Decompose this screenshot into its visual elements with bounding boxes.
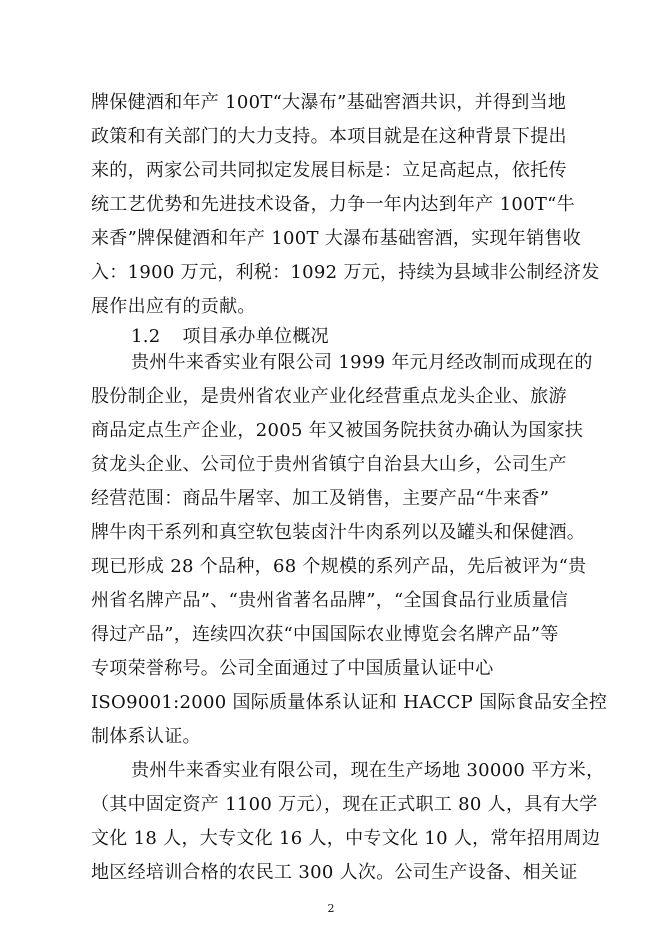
paragraph-1-line-5: 来香”牌保健酒和年产 100T 大瀑布基础窖酒，实现年销售收: [91, 228, 582, 249]
paragraph-3-line-4: 地区经培训合格的农民工 300 人次。公司生产设备、相关证: [91, 862, 578, 883]
paragraph-2-line-4: 贫龙头企业、公司位于贵州省镇宁自治县大山乡，公司生产: [91, 454, 567, 475]
paragraph-2-line-8: 州省名牌产品”、“贵州省著名品牌”，“全国食品行业质量信: [91, 590, 569, 611]
paragraph-3-line-1: 贵州牛来香实业有限公司，现在生产场地 30000 平方米，: [131, 760, 605, 781]
paragraph-1-line-6: 入：1900 万元，利税：1092 万元，持续为县域非公制经济发: [91, 262, 600, 283]
paragraph-3-line-3: 文化 18 人，大专文化 16 人，中专文化 10 人，常年招用周边: [91, 828, 601, 849]
paragraph-1-line-3: 来的，两家公司共同拟定发展目标是：立足高起点，依托传: [91, 160, 567, 181]
paragraph-2-line-10: 专项荣誉称号。公司全面通过了中国质量认证中心: [91, 658, 494, 679]
section-title: 项目承办单位概况: [182, 326, 329, 347]
paragraph-2-line-12: 制体系认证。: [91, 726, 201, 747]
paragraph-2-line-2: 股份制企业，是贵州省农业产业化经营重点龙头企业、旅游: [91, 386, 567, 407]
paragraph-2-line-9: 得过产品”，连续四次获“中国国际农业博览会名牌产品”等: [91, 624, 559, 645]
paragraph-1-line-4: 统工艺优势和先进技术设备，力争一年内达到年产 100T“牛: [91, 194, 575, 215]
paragraph-2-line-11: ISO9001:2000 国际质量体系认证和 HACCP 国际食品安全控: [91, 692, 608, 713]
paragraph-2-line-5: 经营范围：商品牛屠宰、加工及销售，主要产品“牛来香”: [91, 488, 550, 509]
paragraph-3-line-2: （其中固定资产 1100 万元），现在正式职工 80 人，具有大学: [91, 794, 598, 815]
paragraph-2-line-7: 现已形成 28 个品种，68 个规模的系列产品，先后被评为“贵: [91, 556, 587, 577]
paragraph-2-line-3: 商品定点生产企业，2005 年又被国务院扶贫办确认为国家扶: [91, 420, 584, 441]
section-number: 1.2: [131, 326, 161, 347]
paragraph-1-line-1: 牌保健酒和年产 100T“大瀑布”基础窖酒共识，并得到当地: [91, 92, 567, 113]
page-number: 2: [327, 902, 335, 915]
paragraph-2-line-1: 贵州牛来香实业有限公司 1999 年元月经改制而成现在的: [131, 352, 593, 373]
section-heading: [131, 325, 329, 349]
paragraph-1-line-2: 政策和有关部门的大力支持。本项目就是在这种背景下提出: [91, 126, 567, 147]
paragraph-1-line-7: 展作出应有的贡献。: [91, 296, 256, 317]
paragraph-2-line-6: 牌牛肉干系列和真空软包装卤汁牛肉系列以及罐头和保健酒。: [91, 522, 586, 543]
